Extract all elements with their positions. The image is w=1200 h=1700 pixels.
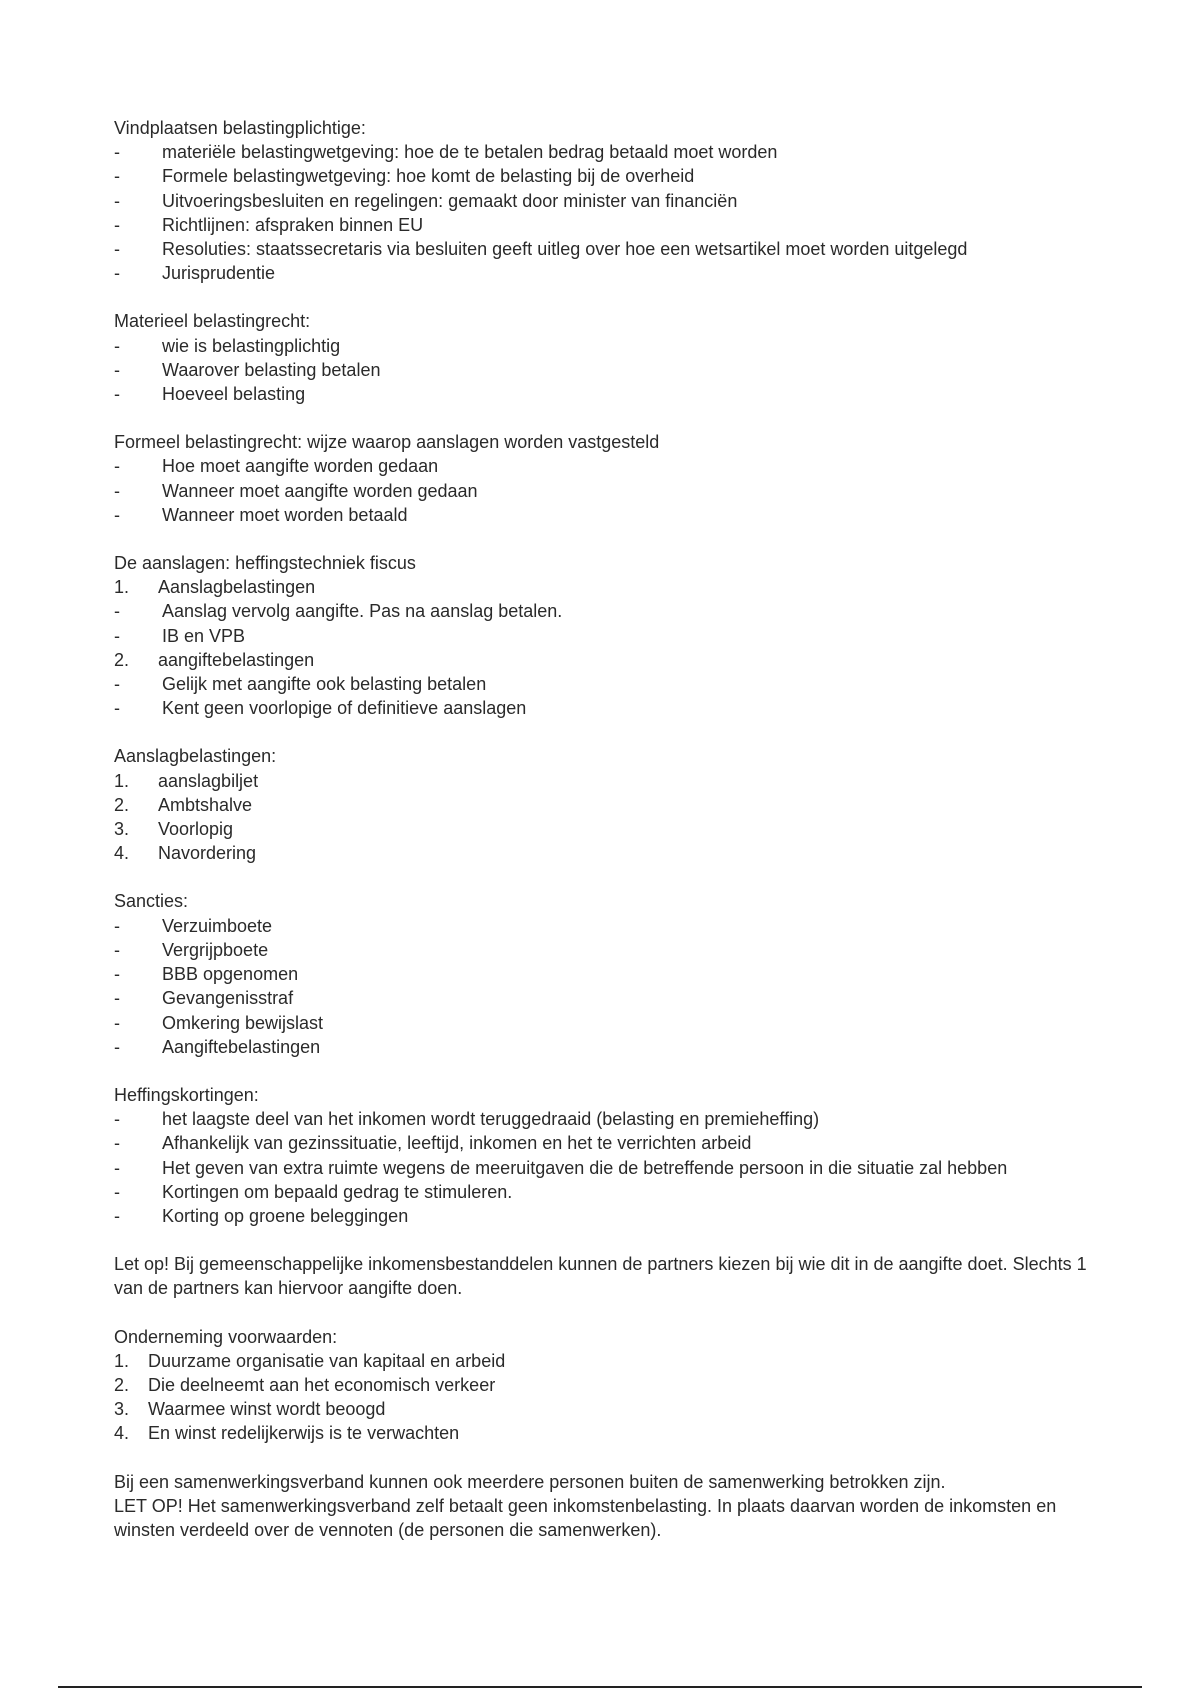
number-marker: 2.	[114, 794, 130, 815]
bullet-marker: -	[114, 625, 120, 646]
number-marker: 1.	[114, 770, 130, 791]
list-item-text: Kent geen voorlopige of definitieve aanslagen	[162, 698, 527, 719]
bullet-marker: -	[114, 384, 120, 405]
list-item-text: Kortingen om bepaald gedrag te stimuleren.	[162, 1181, 513, 1202]
list-item-text: Waarover belasting betalen	[162, 359, 381, 380]
list-item	[114, 599, 1094, 623]
list-item	[114, 1397, 1094, 1421]
list-item-text: Hoeveel belasting	[162, 384, 306, 405]
list-item	[114, 1107, 1094, 1131]
section-heading: Materieel belastingrecht:	[114, 311, 311, 332]
list-item-text: Duurzame organisatie van kapitaal en arbeid	[148, 1350, 506, 1371]
list-item	[114, 575, 1094, 599]
list-item	[114, 1373, 1094, 1397]
closing-line-1: Bij een samenwerkingsverband kunnen ook meerdere personen buiten de samenwerking betrokken zijn.	[114, 1471, 946, 1492]
number-marker: 3.	[114, 1399, 130, 1420]
list-item	[114, 334, 1094, 358]
list-item-text: Resoluties: staatssecretaris via besluiten geeft uitleg over hoe een wetsartikel moet worden uitgelegd	[162, 239, 968, 260]
document-page	[114, 116, 1094, 1566]
bullet-marker: -	[114, 239, 120, 260]
list-item	[114, 164, 1094, 188]
section-heading: Formeel belastingrecht: wijze waarop aanslagen worden vastgesteld	[114, 432, 660, 453]
number-marker: 4.	[114, 843, 130, 864]
bullet-marker: -	[114, 214, 120, 235]
list-item-text: Aangiftebelastingen	[162, 1036, 321, 1057]
list-item-text: Navordering	[158, 843, 257, 864]
bullet-marker: -	[114, 988, 120, 1009]
list-item-text: Aanslagbelastingen	[158, 577, 316, 598]
list-item	[114, 1204, 1094, 1228]
list-item	[114, 938, 1094, 962]
list-item	[114, 454, 1094, 478]
section-heading: Sancties:	[114, 891, 189, 912]
list-item-text: Korting op groene beleggingen	[162, 1205, 409, 1226]
list-item-text: Ambtshalve	[158, 794, 253, 815]
section-heading: Onderneming voorwaarden:	[114, 1326, 338, 1347]
bullet-marker: -	[114, 480, 120, 501]
section-vindplaatsen	[114, 116, 1094, 285]
bullet-marker: -	[114, 263, 120, 284]
list-item-text: aanslagbiljet	[158, 770, 259, 791]
list-item	[114, 1035, 1094, 1059]
bullet-marker: -	[114, 504, 120, 525]
list-item-text: Gevangenisstraf	[162, 988, 294, 1009]
section-heading: Heffingskortingen:	[114, 1084, 259, 1105]
list-item	[114, 503, 1094, 527]
bullet-marker: -	[114, 1036, 120, 1057]
list-item-text: Voorlopig	[158, 819, 234, 840]
number-marker: 3.	[114, 819, 130, 840]
section-aanslagen	[114, 551, 1094, 720]
section-heading: Vindplaatsen belastingplichtige:	[114, 118, 366, 138]
number-marker: 4.	[114, 1423, 130, 1444]
list-item	[114, 817, 1094, 841]
list-item-text: Omkering bewijslast	[162, 1012, 324, 1033]
section-materieel	[114, 309, 1094, 406]
bullet-marker: -	[114, 915, 120, 936]
bullet-marker: -	[114, 939, 120, 960]
section-heading: De aanslagen: heffingstechniek fiscus	[114, 553, 416, 574]
list-item-text: Wanneer moet worden betaald	[162, 504, 408, 525]
bullet-marker: -	[114, 1205, 120, 1226]
note-paragraph: Let op! Bij gemeenschappelijke inkomensbestanddelen kunnen de partners kiezen bij wie dit in de aangifte doet. Slechts 1 van de partners kan hiervoor aangifte doen.	[114, 1254, 1087, 1299]
list-item	[114, 140, 1094, 164]
list-item-text: aangiftebelastingen	[158, 649, 315, 670]
list-item-text: Verzuimboete	[162, 915, 273, 936]
closing-line-2: LET OP! Het samenwerkingsverband zelf betaalt geen inkomstenbelasting. In plaats daarvan worden de inkomsten en winsten verdeeld over de vennoten (de personen die samenwerken).	[114, 1495, 1057, 1540]
list-item	[114, 841, 1094, 865]
list-item	[114, 261, 1094, 285]
list-item	[114, 189, 1094, 213]
list-item-text: En winst redelijkerwijs is te verwachten	[148, 1423, 460, 1444]
list-item	[114, 213, 1094, 237]
bullet-marker: -	[114, 335, 120, 356]
list-item	[114, 672, 1094, 696]
bullet-marker: -	[114, 964, 120, 985]
list-item-text: Jurisprudentie	[162, 263, 276, 284]
list-item	[114, 986, 1094, 1010]
bullet-marker: -	[114, 1012, 120, 1033]
list-item-text: BBB opgenomen	[162, 964, 299, 985]
list-item-text: Waarmee winst wordt beoogd	[148, 1399, 386, 1420]
section-heffingskortingen	[114, 1083, 1094, 1228]
bullet-marker: -	[114, 1157, 120, 1178]
list-item-text: materiële belastingwetgeving: hoe de te betalen bedrag betaald moet worden	[162, 142, 778, 163]
list-item	[114, 1349, 1094, 1373]
list-item	[114, 1131, 1094, 1155]
list-item-text: Aanslag vervolg aangifte. Pas na aanslag betalen.	[162, 601, 563, 622]
section-heading: Aanslagbelastingen:	[114, 746, 277, 767]
list-item	[114, 624, 1094, 648]
section-onderneming	[114, 1325, 1094, 1446]
bullet-marker: -	[114, 698, 120, 719]
list-item	[114, 648, 1094, 672]
list-item-text: Gelijk met aangifte ook belasting betalen	[162, 674, 487, 695]
list-item-text: Formele belastingwetgeving: hoe komt de belasting bij de overheid	[162, 166, 695, 187]
list-item	[114, 696, 1094, 720]
list-item	[114, 358, 1094, 382]
list-item	[114, 1180, 1094, 1204]
bullet-marker: -	[114, 674, 120, 695]
bullet-marker: -	[114, 359, 120, 380]
list-item-text: wie is belastingplichtig	[162, 335, 341, 356]
list-item	[114, 1156, 1094, 1180]
bullet-marker: -	[114, 166, 120, 187]
list-item	[114, 382, 1094, 406]
footer-divider	[58, 1686, 1142, 1688]
list-item-text: Die deelneemt aan het economisch verkeer	[148, 1374, 496, 1395]
list-item	[114, 793, 1094, 817]
bullet-marker: -	[114, 601, 120, 622]
bullet-marker: -	[114, 1133, 120, 1154]
list-item	[114, 1011, 1094, 1035]
list-item	[114, 479, 1094, 503]
list-item	[114, 962, 1094, 986]
list-item-text: Vergrijpboete	[162, 939, 269, 960]
bullet-marker: -	[114, 142, 120, 163]
list-item-text: IB en VPB	[162, 625, 246, 646]
section-sancties	[114, 889, 1094, 1058]
bullet-marker: -	[114, 1109, 120, 1130]
list-item	[114, 914, 1094, 938]
list-item	[114, 769, 1094, 793]
number-marker: 1.	[114, 577, 130, 598]
list-item-text: Hoe moet aangifte worden gedaan	[162, 456, 439, 477]
closing-paragraph	[114, 1470, 1094, 1543]
number-marker: 2.	[114, 1374, 130, 1395]
bullet-marker: -	[114, 456, 120, 477]
number-marker: 1.	[114, 1350, 130, 1371]
number-marker: 2.	[114, 649, 130, 670]
list-item-text: Wanneer moet aangifte worden gedaan	[162, 480, 478, 501]
list-item	[114, 237, 1094, 261]
list-item-text: Uitvoeringsbesluiten en regelingen: gemaakt door minister van financiën	[162, 190, 738, 211]
list-item-text: het laagste deel van het inkomen wordt teruggedraaid (belasting en premieheffing)	[162, 1109, 820, 1130]
list-item-text: Het geven van extra ruimte wegens de meeruitgaven die de betreffende persoon in die situatie zal hebben	[162, 1157, 1008, 1178]
list-item	[114, 1421, 1094, 1445]
list-item-text: Afhankelijk van gezinssituatie, leeftijd, inkomen en het te verrichten arbeid	[162, 1133, 752, 1154]
list-item-text: Richtlijnen: afspraken binnen EU	[162, 214, 424, 235]
bullet-marker: -	[114, 190, 120, 211]
bullet-marker: -	[114, 1181, 120, 1202]
section-formeel	[114, 430, 1094, 527]
section-aanslagbelastingen	[114, 744, 1094, 865]
